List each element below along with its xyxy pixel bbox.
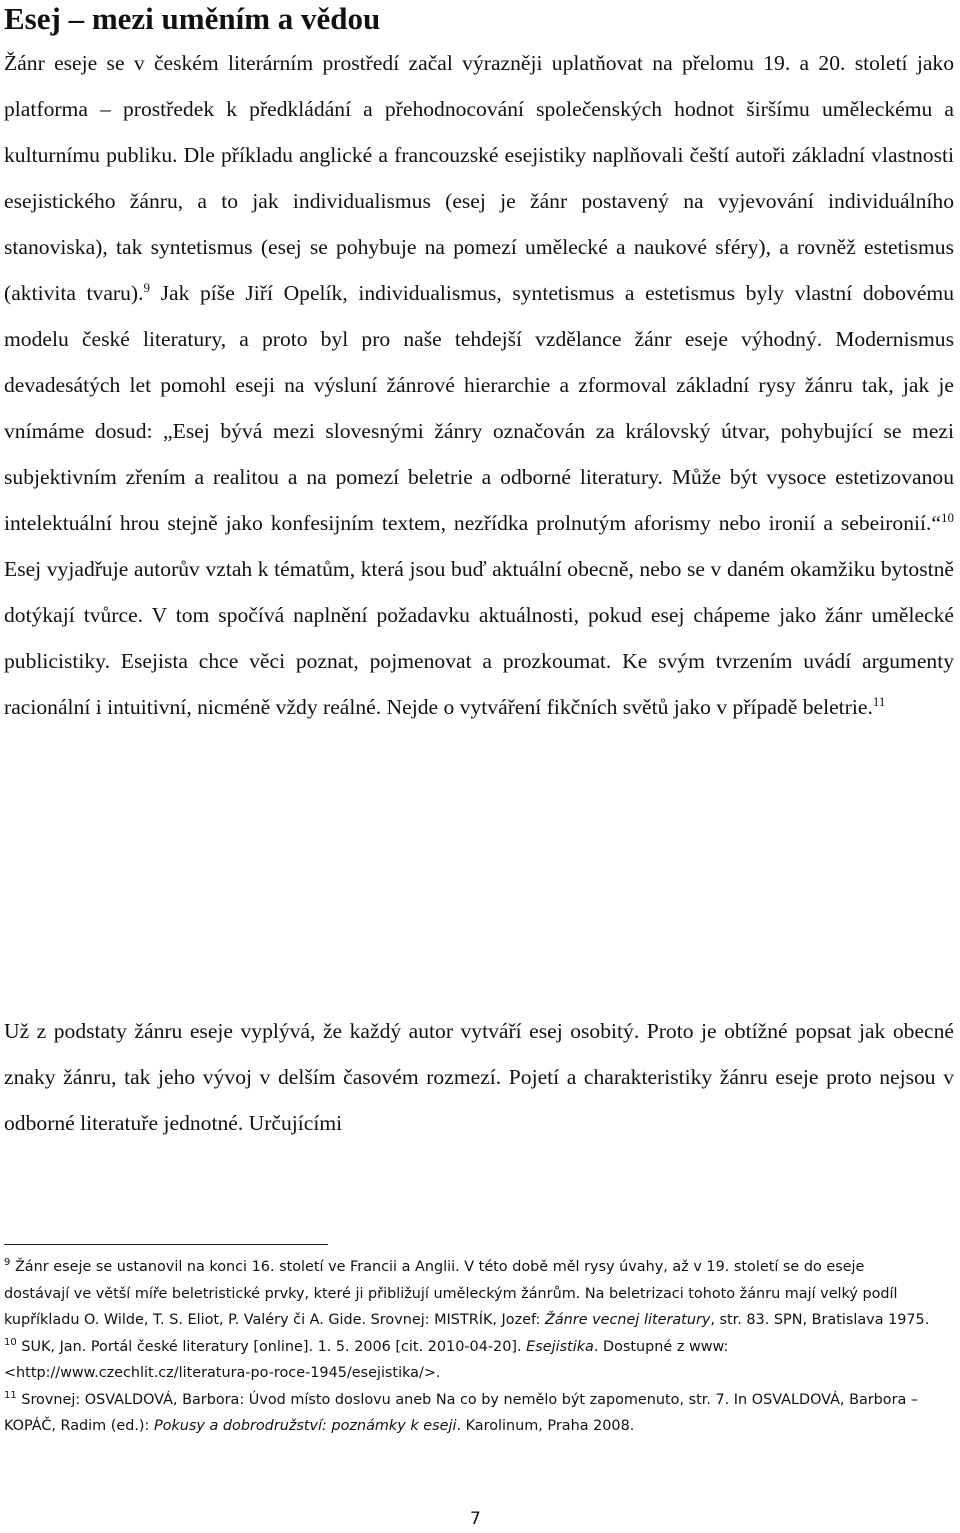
footnote-ref-10[interactable]: 10 — [941, 509, 954, 525]
body-paragraph-1 — [4, 40, 954, 730]
footnotes — [4, 1254, 934, 1440]
footnote-9 — [4, 1254, 934, 1334]
paragraph-1-text-part-1: Žánr eseje se v českém literárním prostředí začal výrazněji uplatňovat na přelomu 19. a 20. století jako platforma – prostředek k předkládání a přehodnocování společenských hodnot širšímu uměleckému a kulturnímu publiku. Dle příkladu anglické a francouzské esejistiky naplňovali čeští autoři základní vlastnosti esejistického žánru, a to jak individualismus (esej je žánr postavený na vyjevování individuálního stanoviska), tak syntetismus (esej se pohybuje na pomezí umělecké a naukové sféry), a rovněž estetismus (aktivita tvaru). — [4, 51, 954, 305]
page-number: 7 — [470, 1509, 481, 1529]
footnote-11 — [4, 1387, 934, 1440]
footnote-ref-9[interactable]: 9 — [143, 279, 151, 295]
footnote-title: Pokusy a dobrodružství: poznámky k eseji — [153, 1418, 457, 1434]
footnote-title: Esejistika — [526, 1338, 594, 1355]
footnote-separator — [4, 1244, 328, 1245]
footnote-10 — [4, 1334, 934, 1387]
footnote-number: 9 — [4, 1257, 11, 1269]
footnote-text: Žánr eseje se ustanovil na konci 16. století ve Francii a Anglii. V této době měl rysy úvahy, až v 19. století se do eseje dostávají ve větší míře beletristické prvky, které ji přibližují uměleckým žánrům. Na beletrizaci tohoto žánru mají velký podíl kupříkladu O. Wilde, T. S. Eliot, P. Valéry či A. Gide. Srovnej: MISTRÍK, Jozef: — [4, 1259, 898, 1328]
paragraph-1-text-part-3: Esej vyjadřuje autorův vztah k tématům, která jsou buď aktuální obecně, nebo se v daném okamžiku bytostně dotýkají tvůrce. V tom spočívá naplnění požadavku aktuálnosti, pokud esej chápeme jako žánr umělecké publicistiky. Esejista chce věci poznat, pojmenovat a prozkoumat. Ke svým tvrzením uvádí argumenty racionální i intuitivní, nicméně vždy reálné. Nejde o vytváření fikčních světů jako v případě beletrie. — [4, 557, 954, 719]
paragraph-1-text-part-2: Jak píše Jiří Opelík, individualismus, syntetismus a estetismus byly vlastní dobovému modelu české literatury, a proto byl pro naše tehdejší vzdělance žánr eseje výhodný. Modernismus devadesátých let pomohl eseji na výsluní žánrové hierarchie a zformoval základní rysy žánru tak, jak je vnímáme dosud: „Esej bývá mezi slovesnými žánry označován za královský útvar, pohybující se mezi subjektivním zřením a realitou a na pomezí beletrie a odborné literatury. Může být vysoce estetizovanou intelektuální hrou stejně jako konfesijním textem, nezřídka prolnutým aforismy nebo ironií a sebeironií.“ — [4, 281, 954, 535]
footnote-ref-11[interactable]: 11 — [872, 693, 886, 709]
footnote-text: , str. 83. SPN, Bratislava 1975. — [710, 1312, 930, 1328]
footnote-number: 10 — [4, 1336, 17, 1348]
section-heading: Esej – mezi uměním a vědou — [4, 1, 381, 36]
body-paragraph-2: Už z podstaty žánru eseje vyplývá, že každý autor vytváří esej osobitý. Proto je obtížné popsat jak obecné znaky žánru, tak jeho vývoj v delším časovém rozmezí. Pojetí a charakteristiky žánru eseje proto nejsou v odborné literatuře jednotné. Určujícími — [4, 1019, 954, 1135]
footnote-text: SUK, Jan. Portál české literatury [online]. 1. 5. 2006 [cit. 2010-04-20]. — [21, 1338, 527, 1355]
footnote-number: 11 — [4, 1389, 17, 1401]
footnote-text: Srovnej: OSVALDOVÁ, Barbora: Úvod místo doslovu aneb Na co by nemělo být zapomenuto, str. 7. In OSVALDOVÁ, Barbora – KOPÁČ, Radim (ed.): — [4, 1391, 919, 1434]
footnote-text: . Dostupné z www: <http://www.czechlit.cz/literatura-po-roce-1945/esejistika/>. — [4, 1338, 729, 1381]
footnote-text: . Karolinum, Praha 2008. — [456, 1418, 635, 1434]
footnote-title: Žánre vecnej literatury — [544, 1312, 711, 1328]
